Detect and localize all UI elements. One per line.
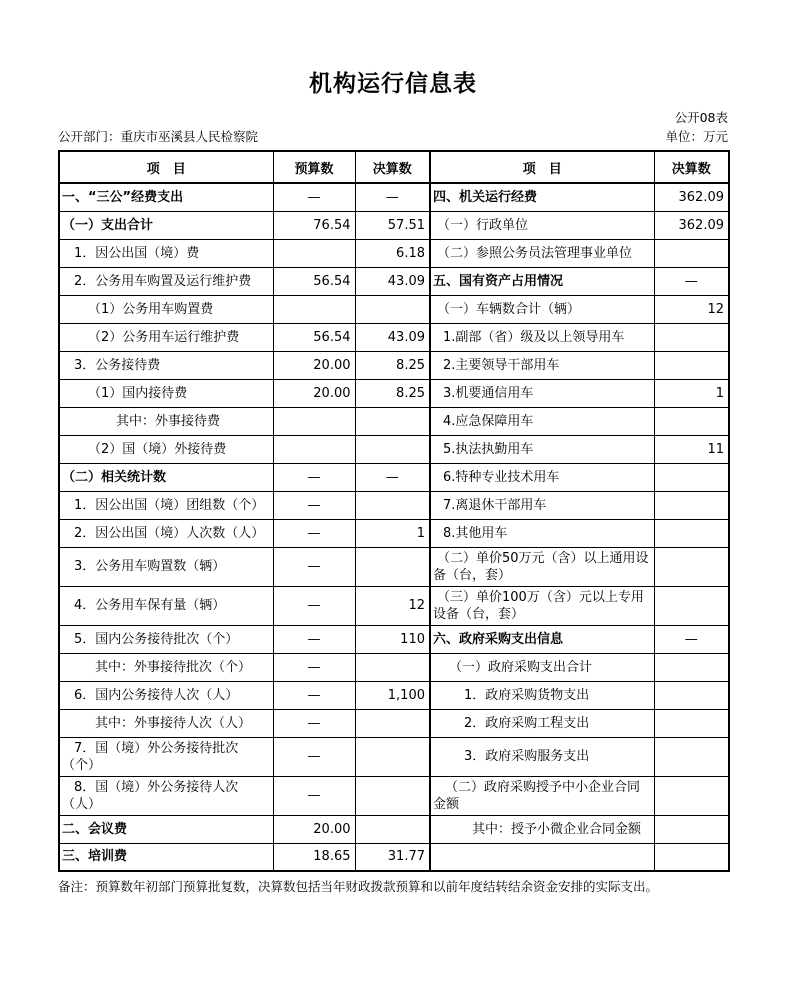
- budget-value: —: [273, 776, 355, 815]
- budget-value: 20.00: [273, 815, 355, 843]
- final-value-right: [654, 323, 729, 351]
- budget-value: 20.00: [273, 351, 355, 379]
- budget-value: —: [273, 547, 355, 586]
- final-value-right: [654, 737, 729, 776]
- item-label-right: （一）行政单位: [430, 211, 654, 239]
- table-row: [59, 211, 729, 239]
- item-label-right: （一）车辆数合计（辆）: [430, 295, 654, 323]
- table-row: [59, 407, 729, 435]
- final-value-left: [355, 709, 430, 737]
- item-label-left: 7．国（境）外公务接待批次（个）: [59, 737, 273, 776]
- budget-value: —: [273, 653, 355, 681]
- final-value-left: 12: [355, 586, 430, 625]
- final-value-right: [654, 843, 729, 871]
- final-value-right: [654, 586, 729, 625]
- final-value-left: [355, 653, 430, 681]
- item-label-right: 7.离退休干部用车: [430, 491, 654, 519]
- final-value-right: [654, 351, 729, 379]
- final-value-left: 43.09: [355, 323, 430, 351]
- header-final-right: 决算数: [654, 151, 729, 183]
- item-label-left: 8．国（境）外公务接待人次（人）: [59, 776, 273, 815]
- item-label-left: （1）国内接待费: [59, 379, 273, 407]
- item-label-right: 3．政府采购服务支出: [430, 737, 654, 776]
- budget-value: [273, 407, 355, 435]
- final-value-left: [355, 737, 430, 776]
- budget-value: [273, 435, 355, 463]
- item-label-left: 1．因公出国（境）费: [59, 239, 273, 267]
- item-label-left: 1．因公出国（境）团组数（个）: [59, 491, 273, 519]
- final-value-left: 8.25: [355, 351, 430, 379]
- item-label-right: 4.应急保障用车: [430, 407, 654, 435]
- item-label-left: 二、会议费: [59, 815, 273, 843]
- budget-value: —: [273, 737, 355, 776]
- item-label-right: 五、国有资产占用情况: [430, 267, 654, 295]
- budget-value: —: [273, 709, 355, 737]
- item-label-left: 2．因公出国（境）人次数（人）: [59, 519, 273, 547]
- item-label-right: 2.主要领导干部用车: [430, 351, 654, 379]
- final-value-left: 8.25: [355, 379, 430, 407]
- final-value-left: [355, 295, 430, 323]
- budget-value: —: [273, 491, 355, 519]
- final-value-left: 1: [355, 519, 430, 547]
- final-value-right: 362.09: [654, 211, 729, 239]
- item-label-right: 1.副部（省）级及以上领导用车: [430, 323, 654, 351]
- item-label-right: 其中：授予小微企业合同金额: [430, 815, 654, 843]
- table-row: [59, 379, 729, 407]
- table-row: [59, 323, 729, 351]
- page-title: 机构运行信息表: [309, 71, 477, 97]
- final-value-right: 1: [654, 379, 729, 407]
- table-row: [59, 547, 729, 586]
- final-value-right: [654, 681, 729, 709]
- final-value-right: [654, 653, 729, 681]
- budget-value: [273, 239, 355, 267]
- final-value-left: 110: [355, 625, 430, 653]
- item-label-left: 3．公务接待费: [59, 351, 273, 379]
- final-value-left: [355, 815, 430, 843]
- budget-value: 20.00: [273, 379, 355, 407]
- unit-label: 单位：万元: [665, 129, 728, 144]
- item-label-right: （二）参照公务员法管理事业单位: [430, 239, 654, 267]
- header-item-right: 项 目: [430, 151, 654, 183]
- table-row: [59, 239, 729, 267]
- final-value-left: 6.18: [355, 239, 430, 267]
- item-label-left: 三、培训费: [59, 843, 273, 871]
- item-label-right: 2．政府采购工程支出: [430, 709, 654, 737]
- table-row: [59, 491, 729, 519]
- budget-value: 18.65: [273, 843, 355, 871]
- final-value-right: [654, 463, 729, 491]
- final-value-right: [654, 407, 729, 435]
- table-row: [59, 295, 729, 323]
- budget-value: —: [273, 586, 355, 625]
- final-value-left: [355, 776, 430, 815]
- table-body: [59, 183, 729, 871]
- table-row: [59, 463, 729, 491]
- item-label-right: 8.其他用车: [430, 519, 654, 547]
- item-label-right: （二）单价50万元（含）以上通用设备（台，套）: [430, 547, 654, 586]
- final-value-right: 11: [654, 435, 729, 463]
- budget-value: 56.54: [273, 323, 355, 351]
- item-label-right: 3.机要通信用车: [430, 379, 654, 407]
- item-label-right: 6.特种专业技术用车: [430, 463, 654, 491]
- meta-row: [58, 129, 728, 145]
- table-row: [59, 183, 729, 211]
- final-value-left: [355, 491, 430, 519]
- item-label-left: （2）国（境）外接待费: [59, 435, 273, 463]
- department-label: 公开部门：重庆市巫溪县人民检察院: [58, 129, 259, 144]
- table-header-row: [59, 151, 729, 183]
- final-value-right: [654, 776, 729, 815]
- item-label-right: 四、机关运行经费: [430, 183, 654, 211]
- item-label-right: （二）政府采购授予中小企业合同金额: [430, 776, 654, 815]
- table-row: [59, 435, 729, 463]
- final-value-right: [654, 815, 729, 843]
- item-label-left: （二）相关统计数: [59, 463, 273, 491]
- final-value-left: [355, 547, 430, 586]
- final-value-left: [355, 435, 430, 463]
- final-value-right: —: [654, 267, 729, 295]
- budget-value: —: [273, 519, 355, 547]
- final-value-left: [355, 407, 430, 435]
- item-label-left: 其中：外事接待批次（个）: [59, 653, 273, 681]
- table-row: [59, 681, 729, 709]
- form-code-label: 公开08表: [674, 110, 728, 125]
- table-row: [59, 351, 729, 379]
- item-label-right: 1．政府采购货物支出: [430, 681, 654, 709]
- budget-value: —: [273, 183, 355, 211]
- item-label-right: 5.执法执勤用车: [430, 435, 654, 463]
- item-label-left: （1）公务用车购置费: [59, 295, 273, 323]
- table-row: [59, 519, 729, 547]
- budget-value: 56.54: [273, 267, 355, 295]
- budget-value: —: [273, 463, 355, 491]
- budget-value: 76.54: [273, 211, 355, 239]
- final-value-right: [654, 709, 729, 737]
- table-row: [59, 586, 729, 625]
- final-value-left: 43.09: [355, 267, 430, 295]
- table-row: [59, 653, 729, 681]
- item-label-right: （三）单价100万（含）元以上专用设备（台，套）: [430, 586, 654, 625]
- table-row: [59, 843, 729, 871]
- header-budget: 预算数: [273, 151, 355, 183]
- final-value-right: 362.09: [654, 183, 729, 211]
- final-value-right: —: [654, 625, 729, 653]
- table-row: [59, 625, 729, 653]
- final-value-left: 1,100: [355, 681, 430, 709]
- item-label-left: 5．国内公务接待批次（个）: [59, 625, 273, 653]
- item-label-left: 4．公务用车保有量（辆）: [59, 586, 273, 625]
- item-label-left: 一、“三公”经费支出: [59, 183, 273, 211]
- final-value-left: 31.77: [355, 843, 430, 871]
- item-label-left: （2）公务用车运行维护费: [59, 323, 273, 351]
- item-label-left: 3．公务用车购置数（辆）: [59, 547, 273, 586]
- table-row: [59, 267, 729, 295]
- note-text: 备注：预算数年初部门预算批复数，决算数包括当年财政拨款预算和以前年度结转结余资金安排的实际支出。: [58, 879, 659, 894]
- final-value-right: [654, 491, 729, 519]
- item-label-left: 其中：外事接待人次（人）: [59, 709, 273, 737]
- operation-info-table: [58, 150, 730, 872]
- budget-value: —: [273, 625, 355, 653]
- item-label-left: 其中：外事接待费: [59, 407, 273, 435]
- item-label-left: 2．公务用车购置及运行维护费: [59, 267, 273, 295]
- table-row: [59, 709, 729, 737]
- table-row: [59, 776, 729, 815]
- final-value-right: 12: [654, 295, 729, 323]
- item-label-right: （一）政府采购支出合计: [430, 653, 654, 681]
- final-value-left: —: [355, 463, 430, 491]
- budget-value: [273, 295, 355, 323]
- budget-value: —: [273, 681, 355, 709]
- table-row: [59, 737, 729, 776]
- final-value-right: [654, 547, 729, 586]
- item-label-right: [430, 843, 654, 871]
- final-value-left: —: [355, 183, 430, 211]
- header-item-left: 项 目: [59, 151, 273, 183]
- item-label-left: 6．国内公务接待人次（人）: [59, 681, 273, 709]
- item-label-right: 六、政府采购支出信息: [430, 625, 654, 653]
- final-value-left: 57.51: [355, 211, 430, 239]
- final-value-right: [654, 519, 729, 547]
- final-value-right: [654, 239, 729, 267]
- table-row: [59, 815, 729, 843]
- item-label-left: （一）支出合计: [59, 211, 273, 239]
- header-final-left: 决算数: [355, 151, 430, 183]
